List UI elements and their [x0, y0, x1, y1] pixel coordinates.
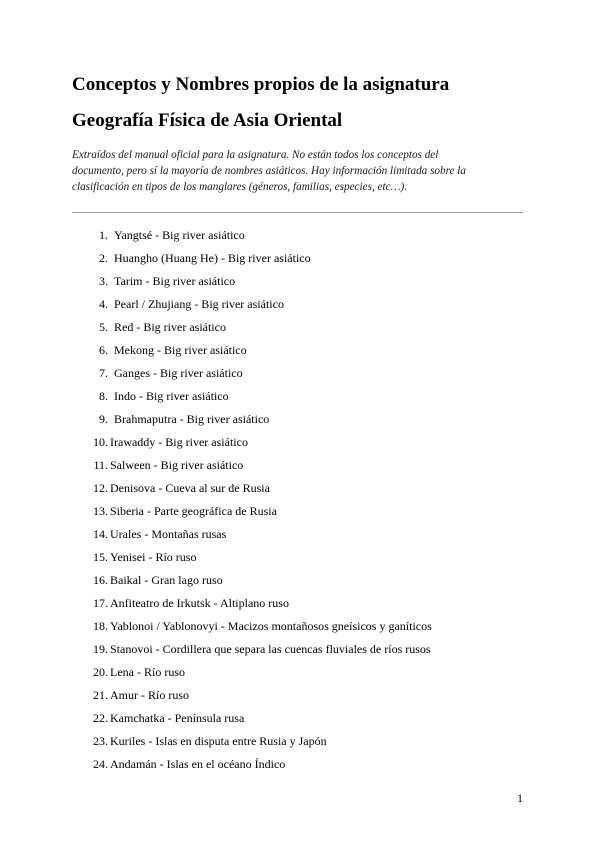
list-item-text: Tarim - Big river asiático — [114, 274, 236, 288]
list-item-text: Pearl / Zhujiang - Big river asiático — [114, 297, 284, 311]
list-item-text: Urales - Montañas rusas — [110, 527, 227, 541]
list-item-number: 10 . — [72, 433, 108, 451]
list-item — [72, 226, 532, 249]
list-item-number: 19 . — [72, 640, 108, 658]
list-item-text: Amur - Río ruso — [110, 688, 189, 702]
list-item-text: Irawaddy - Big river asiático — [110, 435, 248, 449]
list-item-number: 20 . — [72, 663, 108, 681]
horizontal-divider — [72, 212, 523, 213]
list-item-text: Ganges - Big river asiático — [114, 366, 243, 380]
list-item — [72, 709, 532, 732]
list-item — [72, 525, 532, 548]
list-item-number: 16 . — [72, 571, 108, 589]
list-item-text: Andamán - Islas en el océano Índico — [110, 757, 286, 771]
list-item — [72, 548, 532, 571]
list-item — [72, 502, 532, 525]
list-item — [72, 456, 532, 479]
list-item-text: Huangho (Huang He) - Big river asiático — [114, 251, 311, 265]
list-item — [72, 732, 532, 755]
list-item-text: Anfiteatro de Irkutsk - Altiplano ruso — [110, 596, 289, 610]
list-item-number: 13 . — [72, 502, 108, 520]
list-item-text: Lena - Río ruso — [110, 665, 185, 679]
list-item — [72, 594, 532, 617]
list-item — [72, 410, 532, 433]
list-item-number: 1 . — [72, 226, 108, 244]
list-item-number: 14 . — [72, 525, 108, 543]
list-item-number: 23 . — [72, 732, 108, 750]
list-item-number: 6 . — [72, 341, 108, 359]
list-item — [72, 364, 532, 387]
list-item-number: 22 . — [72, 709, 108, 727]
list-item-text: Brahmaputra - Big river asiático — [114, 412, 270, 426]
list-item-number: 15 . — [72, 548, 108, 566]
list-item-text: Red - Big river asiático — [114, 320, 226, 334]
list-item-number: 7 . — [72, 364, 108, 382]
list-item-number: 5 . — [72, 318, 108, 336]
concept-list — [72, 226, 532, 778]
list-item-text: Yenisei - Río ruso — [110, 550, 197, 564]
list-item — [72, 640, 532, 663]
list-item — [72, 318, 532, 341]
list-item-number: 2 . — [72, 249, 108, 267]
intro-paragraph — [72, 147, 532, 195]
list-item-text: Stanovoi - Cordillera que separa las cuencas fluviales de ríos rusos — [110, 642, 431, 656]
list-item — [72, 663, 532, 686]
list-item-text: Indo - Big river asiático — [114, 389, 229, 403]
list-item-number: 17 . — [72, 594, 108, 612]
list-item-number: 24 . — [72, 755, 108, 773]
page-number: 1 — [517, 791, 523, 805]
intro-line: Extraídos del manual oficial para la asignatura. No están todos los conceptos del — [72, 149, 439, 161]
list-item-number: 9 . — [72, 410, 108, 428]
list-item-text: Yangtsé - Big river asiático — [114, 228, 245, 242]
list-item-text: Siberia - Parte geográfica de Rusia — [110, 504, 277, 518]
list-item-number: 21 . — [72, 686, 108, 704]
list-item — [72, 617, 532, 640]
page-title-line-1: Conceptos y Nombres propios de la asignatura — [72, 74, 450, 95]
intro-line: clasificación en tipos de los manglares (géneros, familias, especies, etc…). — [72, 181, 408, 193]
list-item — [72, 571, 532, 594]
list-item-text: Denisova - Cueva al sur de Rusia — [110, 481, 270, 495]
list-item — [72, 479, 532, 502]
list-item — [72, 272, 532, 295]
list-item — [72, 686, 532, 709]
list-item-text: Yablonoi / Yablonovyi - Macizos montañosos gneísicos y ganíticos — [110, 619, 432, 633]
list-item-number: 8 . — [72, 387, 108, 405]
list-item-number: 11 . — [72, 456, 108, 474]
list-item — [72, 387, 532, 410]
list-item-text: Baikal - Gran lago ruso — [110, 573, 223, 587]
list-item — [72, 755, 532, 778]
list-item — [72, 433, 532, 456]
list-item-text: Mekong - Big river asiático — [114, 343, 247, 357]
list-item-number: 12 . — [72, 479, 108, 497]
list-item-text: Kuriles - Islas en disputa entre Rusia y Japón — [110, 734, 327, 748]
list-item-number: 18 . — [72, 617, 108, 635]
intro-line: documento, pero sí la mayoría de nombres asiáticos. Hay información limitada sobre la — [72, 165, 467, 177]
list-item-text: Salween - Big river asiático — [110, 458, 244, 472]
list-item — [72, 295, 532, 318]
list-item-text: Kamchatka - Península rusa — [110, 711, 245, 725]
list-item — [72, 341, 532, 364]
list-item — [72, 249, 532, 272]
list-item-number: 3 . — [72, 272, 108, 290]
list-item-number: 4 . — [72, 295, 108, 313]
page-title-line-2: Geografía Física de Asia Oriental — [72, 110, 343, 131]
